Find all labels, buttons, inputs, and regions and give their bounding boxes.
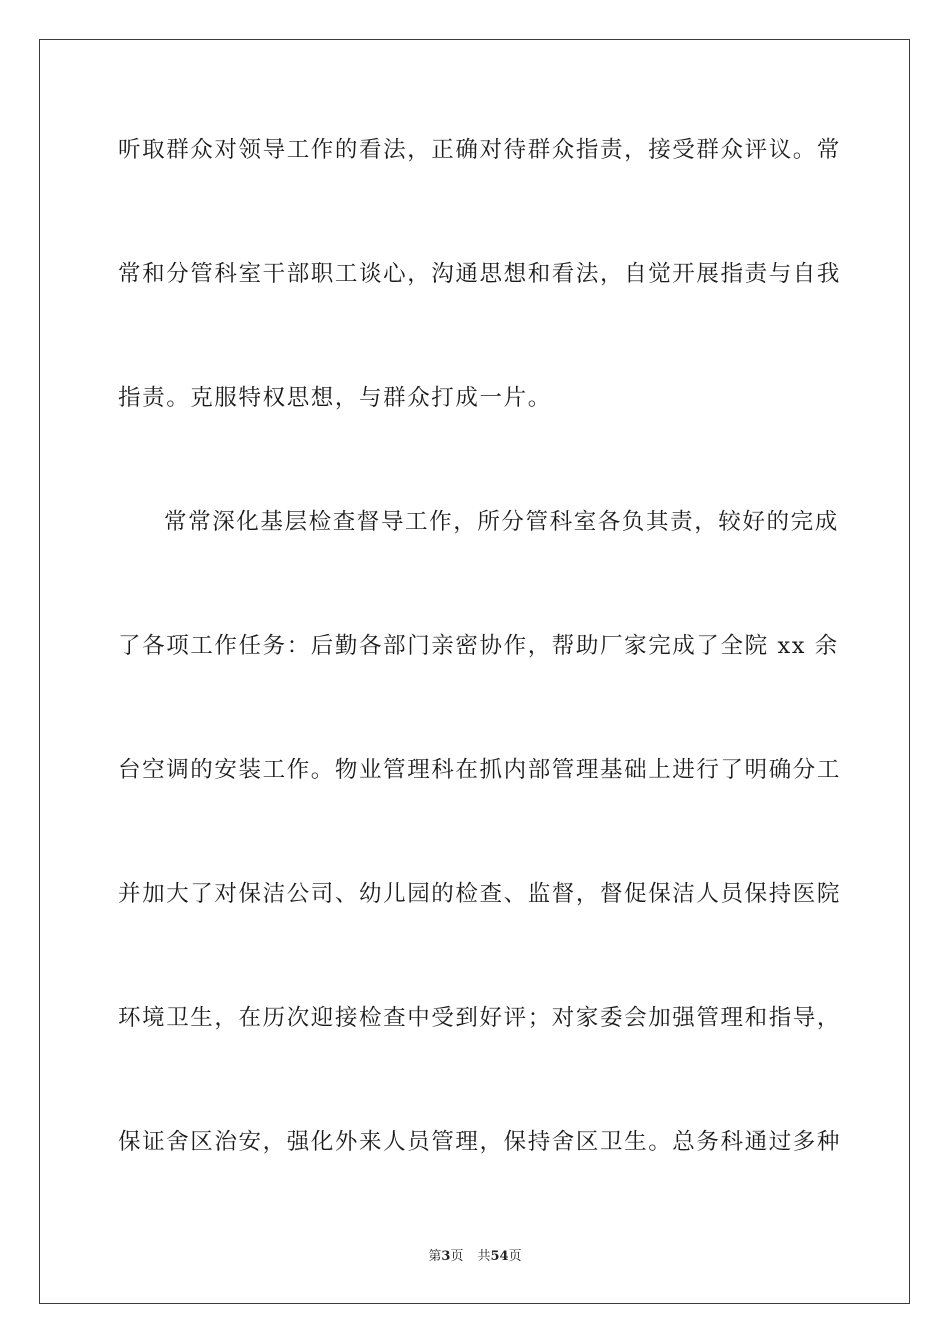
paragraph-line-5: 了各项工作任务：后勤各部门亲密协作，帮助厂家完成了全院 xx 余 <box>118 633 839 659</box>
paragraph-line-1: 听取群众对领导工作的看法，正确对待群众指责，接受群众评议。常 <box>118 137 842 163</box>
total-suffix: 页 <box>508 1249 522 1264</box>
page-suffix: 页 <box>450 1249 464 1264</box>
current-page-number: 3 <box>441 1249 451 1264</box>
paragraph-line-6: 台空调的安装工作。物业管理科在抓内部管理基础上进行了明确分工 <box>118 757 842 783</box>
page-prefix: 第 <box>428 1249 442 1264</box>
paragraph-line-9: 保证舍区治安，强化外来人员管理，保持舍区卫生。总务科通过多种 <box>118 1129 842 1155</box>
paragraph-line-3: 指责。克服特权思想，与群众打成一片。 <box>118 385 552 411</box>
page-footer <box>0 1248 950 1266</box>
paragraph-line-7: 并加大了对保洁公司、幼儿园的检查、监督，督促保洁人员保持医院 <box>118 881 842 907</box>
paragraph-line-8: 环境卫生，在历次迎接检查中受到好评；对家委会加强管理和指导， <box>118 1005 842 1031</box>
paragraph-line-2: 常和分管科室干部职工谈心，沟通思想和看法，自觉开展指责与自我 <box>118 261 842 287</box>
total-pages-number: 54 <box>490 1249 509 1264</box>
total-prefix: 共 <box>477 1249 491 1264</box>
paragraph-line-4: 常常深化基层检查督导工作，所分管科室各负其责，较好的完成 <box>164 509 839 535</box>
page-border <box>39 39 910 1304</box>
